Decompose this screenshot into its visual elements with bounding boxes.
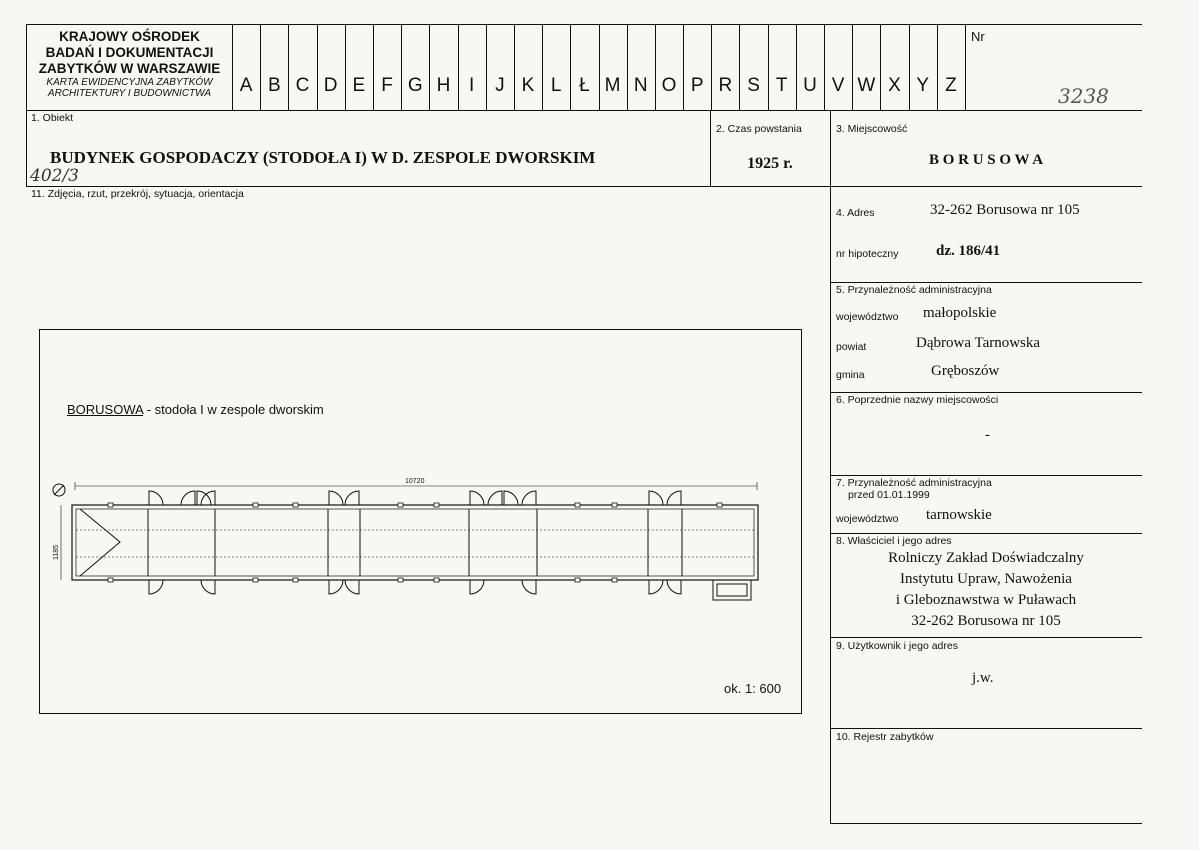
letter-divider xyxy=(824,24,825,110)
registry-label: 10. Rejestr zabytków xyxy=(836,731,934,743)
letter-divider xyxy=(937,24,938,110)
drawing-title-place: BORUSOWA xyxy=(67,402,144,417)
object-code-handwritten: 402/3 xyxy=(30,166,79,186)
letter-divider xyxy=(599,24,600,110)
previous-names-value: - xyxy=(985,427,990,443)
letter-divider xyxy=(711,24,712,110)
owner-line: Rolniczy Zakład Doświadczalny xyxy=(888,550,1084,566)
letter-cell: B xyxy=(267,75,281,96)
letter-divider xyxy=(852,24,853,110)
letter-divider xyxy=(909,24,910,110)
county-value: Dąbrowa Tarnowska xyxy=(916,335,1041,351)
address-value: 32-262 Borusowa nr 105 xyxy=(930,202,1080,218)
card-type-line: KARTA EWIDENCYJNA ZABYTKÓW xyxy=(46,77,213,88)
barn-floor-plan xyxy=(45,470,775,610)
letter-cell: T xyxy=(775,75,788,96)
letter-cell: O xyxy=(661,75,677,96)
letter-cell: S xyxy=(747,75,760,96)
letter-divider xyxy=(401,24,402,110)
letter-cell: Y xyxy=(916,75,930,96)
owner-line: 32-262 Borusowa nr 105 xyxy=(911,613,1061,629)
object-label: 1. Obiekt xyxy=(31,112,74,124)
letter-cell: W xyxy=(857,75,876,96)
admin-label: 5. Przynależność administracyjna xyxy=(836,284,992,296)
owner-line: i Gleboznawstwa w Puławach xyxy=(895,592,1077,608)
letter-divider xyxy=(345,24,346,110)
letter-cell: Z xyxy=(945,75,957,96)
creation-time-value: 1925 r. xyxy=(747,155,793,172)
letter-cell: J xyxy=(495,75,505,96)
card-type-line: ARCHITEKTURY I BUDOWNICTWA xyxy=(47,88,212,99)
nr-label: Nr xyxy=(971,29,985,44)
letter-cell: X xyxy=(888,75,901,96)
county-label: powiat xyxy=(836,341,867,353)
dimension-length: 10720 xyxy=(405,478,425,485)
letter-divider xyxy=(655,24,656,110)
photos-label: 11. Zdjęcia, rzut, przekrój, sytuacja, orientacja xyxy=(31,188,244,200)
letter-cell: C xyxy=(295,75,310,96)
letter-cell: K xyxy=(521,75,535,96)
locality-value: B O R U S O W A xyxy=(928,152,1044,168)
letter-divider xyxy=(880,24,881,110)
letter-divider xyxy=(627,24,628,110)
letter-divider xyxy=(429,24,430,110)
institution-line: ZABYTKÓW W WARSZAWIE xyxy=(38,61,221,76)
drawing-title-rest: - stodoła I w zespole dworskim xyxy=(143,402,324,417)
dimension-width: 1185 xyxy=(53,544,60,560)
letter-divider xyxy=(458,24,459,110)
institution-line: BADAŃ I DOKUMENTACJI xyxy=(45,45,214,60)
locality-label: 3. Miejscowość xyxy=(836,123,908,135)
mortgage-value: dz. 186/41 xyxy=(936,243,1001,259)
letter-cell: P xyxy=(690,75,704,96)
drawing-title xyxy=(67,402,324,417)
letter-cell: Ł xyxy=(579,75,590,96)
letter-divider xyxy=(260,24,261,110)
letter-cell: A xyxy=(239,75,253,96)
letter-cell: G xyxy=(407,75,423,96)
letter-divider xyxy=(768,24,769,110)
letter-divider xyxy=(570,24,571,110)
letter-divider xyxy=(514,24,515,110)
letter-cell: F xyxy=(381,75,393,96)
letter-divider xyxy=(542,24,543,110)
nr-value-handwritten: 3238 xyxy=(1058,84,1109,108)
letter-cell: R xyxy=(718,75,733,96)
letter-cell: N xyxy=(633,75,648,96)
letter-divider xyxy=(739,24,740,110)
letter-cell: H xyxy=(436,75,451,96)
letter-divider xyxy=(373,24,374,110)
letter-divider xyxy=(486,24,487,110)
voivodeship-value: małopolskie xyxy=(923,305,997,321)
letter-cell: V xyxy=(831,75,845,96)
letter-divider xyxy=(796,24,797,110)
creation-time-label: 2. Czas powstania xyxy=(716,123,802,135)
user-label: 9. Użytkownik i jego adres xyxy=(836,640,958,652)
letter-cell: I xyxy=(468,75,475,96)
owner-label: 8. Właściciel i jego adres xyxy=(836,535,952,547)
letter-divider xyxy=(317,24,318,110)
commune-label: gmina xyxy=(836,369,865,381)
commune-value: Gręboszów xyxy=(931,363,1000,379)
admin-old-label-line1: 7. Przynależność administracyjna xyxy=(836,477,992,489)
letter-divider xyxy=(683,24,684,110)
letter-cell: U xyxy=(803,75,817,96)
user-value: j.w. xyxy=(972,670,994,686)
letter-cell: L xyxy=(550,75,562,96)
voivodeship-label: województwo xyxy=(836,311,899,323)
letter-cell: E xyxy=(352,75,366,96)
letter-divider xyxy=(288,24,289,110)
object-name: BUDYNEK GOSPODACZY (STODOŁA I) W D. ZESPOLE DWORSKIM xyxy=(50,148,596,167)
admin-old-voivodeship-label: województwo xyxy=(836,513,899,525)
address-label: 4. Adres xyxy=(836,207,875,219)
scale-label: ok. 1: 600 xyxy=(724,681,782,696)
owner-address xyxy=(830,548,1142,632)
letter-cell: M xyxy=(604,75,621,96)
institution-line: KRAJOWY OŚRODEK xyxy=(59,29,200,44)
previous-names-label: 6. Poprzednie nazwy miejscowości xyxy=(836,394,999,406)
mortgage-label: nr hipoteczny xyxy=(836,248,899,260)
owner-line: Instytutu Upraw, Nawożenia xyxy=(900,571,1072,587)
institution-header xyxy=(27,29,232,99)
admin-old-voivodeship-value: tarnowskie xyxy=(926,507,992,523)
letter-cell: D xyxy=(323,75,338,96)
admin-old-label-line2: przed 01.01.1999 xyxy=(848,489,930,501)
